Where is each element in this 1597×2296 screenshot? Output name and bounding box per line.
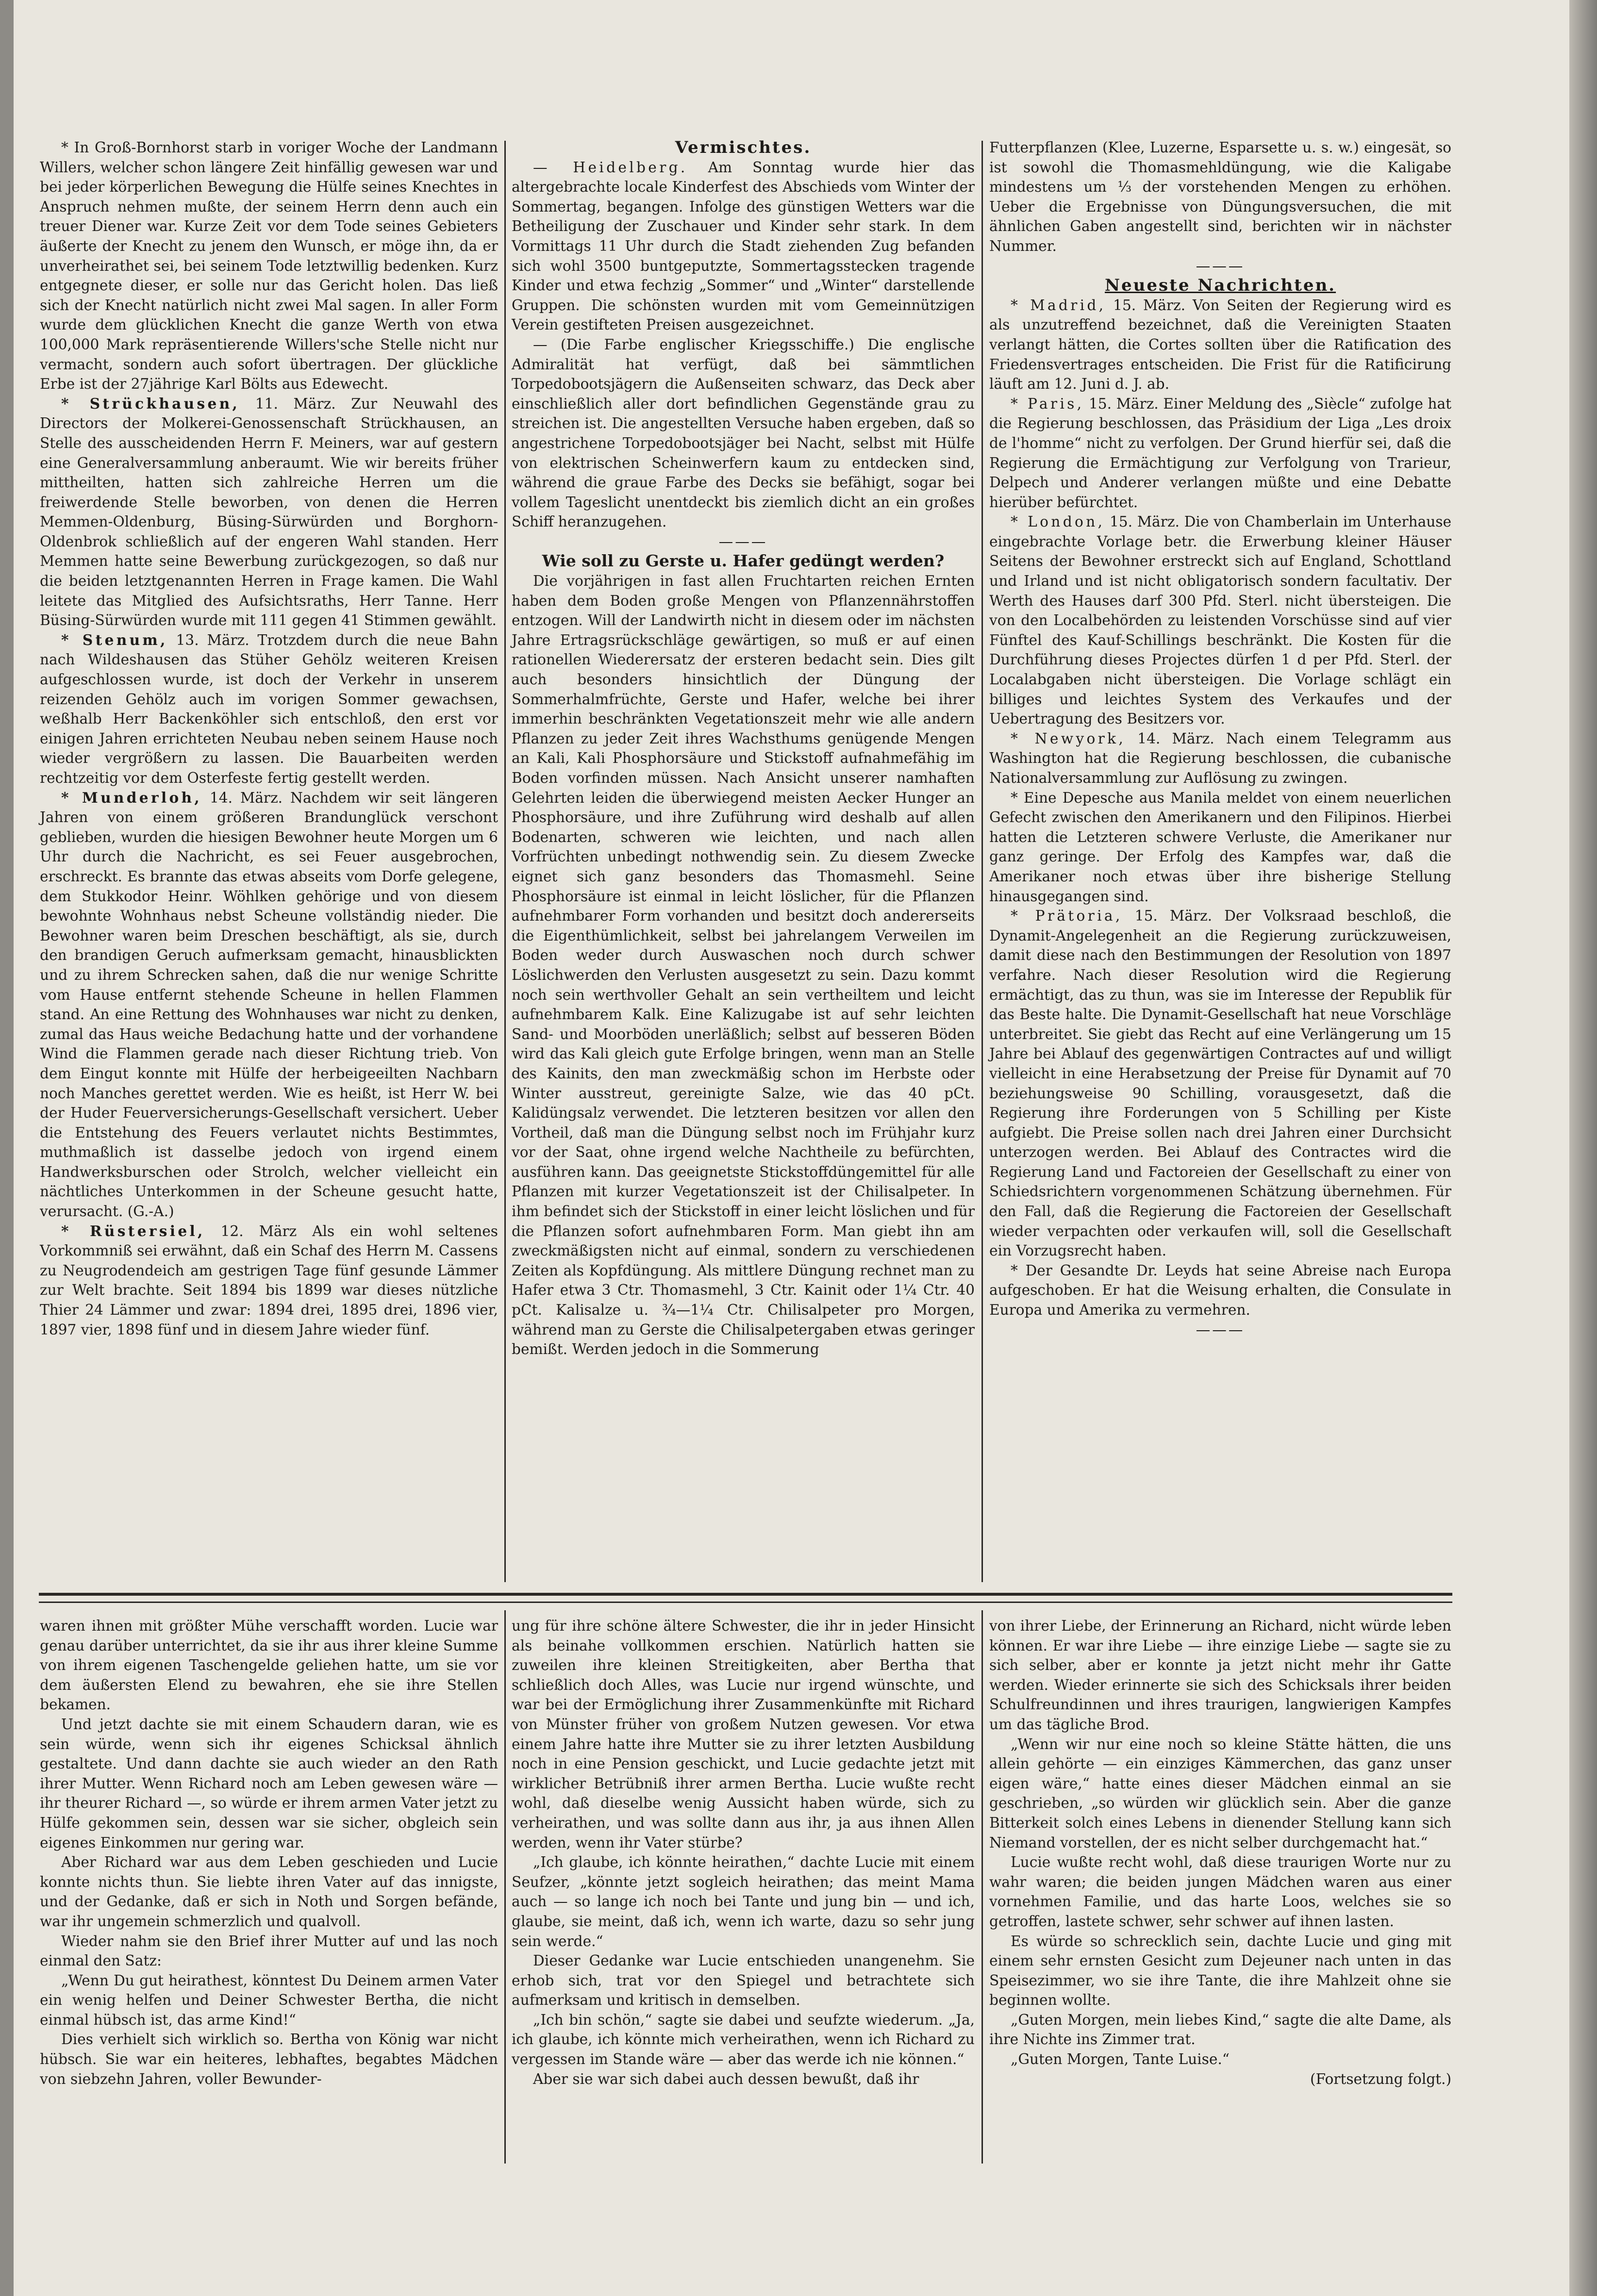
article-text: 11. März. Zur Neuwahl des Directors der Molkerei-Genossenschaft Strückhausen, an Stelle des ausscheidenden Herrn F. Meiners, war auf gestern eine Generalversammlung anberaumt. Wie wir bereits früher mittheilten, hatten sich zahlreiche Herren um die freiwerdende Stelle beworben, von denen die Herren Memmen-Oldenburg, Büsing-Sürwürden und Borghorn-Oldenbrok schließlich auf der engeren Wahl standen. Herr Memmen hatte seine Bewerbung zurückgezogen, so daß nur die beiden letztgenannten Herren in Frage kamen. Die Wahl leitete das Mitglied des Aufsichtsraths, Herr Tanne. Herr Büsing-Sürwürden wurde mit 111 gegen 41 Stimmen gewählt. xyxy=(40,395,499,629)
separator: ——— xyxy=(1196,257,1245,274)
separator: ——— xyxy=(718,533,768,550)
article-leyds: * Der Gesandte Dr. Leyds hat seine Abreise nach Europa aufgeschoben. Er hat die Weisung erhalten, die Consulate in Europa und Amerika zu vermehren. xyxy=(989,1262,1451,1319)
feuilleton-rule-thin xyxy=(39,1602,1452,1603)
article-text: 15. März. Von Seiten der Regierung wird es als unzutreffend bezeichnet, daß die Vereinigten Staaten verlangt hätten, die Cortes sollten über die Ratification des Friedensvertrages entscheiden. Die Frist für die Ratificirung läuft am 12. Juni d. J. ab. xyxy=(989,297,1451,393)
dateline: * Prätoria, xyxy=(1011,908,1123,925)
story-paragraph: waren ihnen mit größter Mühe verschafft worden. Lucie war genau darüber unterrichtet, da sie ihr aus ihrer kleine Summe von ihrem eigenen Taschengelde geliehen hatte, um sie vor dem äußersten Elend zu bewahren, ehe sie ihre Stellen bekamen. xyxy=(40,1618,498,1713)
article-praetoria xyxy=(989,906,1451,1261)
article-duengung-continued: Futterpflanzen (Klee, Luzerne, Esparsette u. s. w.) eingesät, so ist sowohl die Thomasmehldüngung, wie die Kaligabe mindestens um ⅓ der vorstehenden Mengen zu erhöhen. Ueber die Ergebnisse von Düngungsversuchen, die mit ähnlichen Gaben angestellt sind, berichten wir in nächster Nummer. xyxy=(989,139,1451,254)
dateline: — Heidelberg. xyxy=(533,159,688,176)
story-paragraph: „Ich glaube, ich könnte heirathen,“ dachte Lucie mit einem Seufzer, „könnte jetzt sogleich heirathen; das meint Mama auch — so lange ich noch bei Tante und jung bin — und ich, glaube, sie meint, daß ich, wenn ich warte, dazu so sehr jung sein werde.“ xyxy=(512,1854,975,1949)
article-duengung: Die vorjährigen in fast allen Fruchtarten reichen Ernten haben dem Boden große Mengen von Pflanzennährstoffen entzogen. Will der Landwirth nicht in diesem oder im nächsten Jahre Ertragsrückschläge gewärtigen, so muß er auf einen rationellen Wiederersatz der ersteren bedacht sein. Dies gilt auch besonders hinsichtlich der Düngung der Sommerhalmfrüchte, Gerste und Hafer, welche bei ihrer immerhin beschränkten Vegetationszeit mehr wie alle andern Pflanzen zu jeder Zeit ihres Wachsthums genügende Mengen an Kali, Kali Phosphorsäure und Stickstoff aufnahmefähig im Boden vorfinden müssen. Nach Ansicht unserer namhaften Gelehrten leiden die überwiegend meisten Aecker Hunger an Phosphorsäure, und ihre Zuführung wird deshalb auf allen Bodenarten, schweren wie leichten, und nach allen Vorfrüchten unbedingt nothwendig sein. Zu diesem Zwecke eignet sich ganz besonders das Thomasmehl. Seine Phosphorsäure ist einmal in leicht löslicher, für die Pflanzen aufnehmbarer Form vorhanden und besitzt doch andererseits die Eigenthümlichkeit, selbst bei jahrelangem Verweilen im Boden weder durch Auswaschen noch durch schwer Löslichwerden den Verlusten ausgesetzt zu sein. Dazu kommt noch sein werthvoller Gehalt an sein vertheiltem und leicht aufnehmbarem Kalk. Eine Kalizugabe ist auf sehr leichten Sand- und Moorböden unerläßlich; selbst auf besseren Böden wird das Kali gleich gute Erfolge bringen, wenn man an Stelle des Kainits, den man zweckmäßig schon im Herbste oder Winter ausstreut, gereinigte Salze, wie das 40 pCt. Kalidüngsalz verwendet. Die letzteren besitzen vor allen den Vortheil, daß man die Düngung selbst noch im Frühjahr kurz vor der Saat, ohne irgend welche Nachtheile zu befürchten, ausführen kann. Das geeignetste Stickstoffdüngemittel für alle Pflanzen mit kurzer Vegetationszeit ist der Chilisalpeter. In ihm befindet sich der Stickstoff in einer leicht löslichen und für die Pflanzen sofort aufnehmbaren Form. Man giebt ihn am zweckmäßigsten nicht auf einmal, sondern zu verschiedenen Zeiten als Kopfdüngung. Als mittlere Düngung rechnet man zu Hafer etwa 3 Ctr. Thomasmehl, 3 Ctr. Kainit oder 1¼ Ctr. 40 pCt. Kalisalze u. ¾—1¼ Ctr. Chilisalpeter pro Morgen, während man zu Gerste die Chilisalpetergaben etwas geringer bemißt. Werden jedoch in die Sommerung xyxy=(512,573,975,1358)
feuilleton-rule xyxy=(39,1593,1452,1596)
dateline: * Strückhausen, xyxy=(61,395,240,412)
story-paragraph: Aber sie war sich dabei auch dessen bewußt, daß ihr xyxy=(533,2070,919,2087)
article-madrid xyxy=(989,296,1451,394)
article-stenum xyxy=(40,630,498,788)
story-paragraph: Wieder nahm sie den Brief ihrer Mutter auf und las noch einmal den Satz: xyxy=(40,1933,498,1969)
story-paragraph: „Guten Morgen, mein liebes Kind,“ sagte die alte Dame, als ihre Nichte ins Zimmer trat. xyxy=(989,2011,1451,2048)
dateline: * Newyork, xyxy=(1011,730,1126,747)
feuilleton-column-2 xyxy=(512,1616,975,2089)
newspaper-page xyxy=(14,0,1569,2296)
story-paragraph: Aber Richard war aus dem Leben geschieden und Lucie konnte nichts thun. Sie liebte ihren Vater auf das innigste, und der Gedanke, daß er sich in Noth und Sorgen befände, war ihr ungemein schmerzlich und qualvoll. xyxy=(40,1854,498,1930)
article-text: 14. März. Nach einem Telegramm aus Washington hat die Regierung beschlossen, die cubanische Nationalversammlung zur Auflösung zu zwingen. xyxy=(989,730,1451,786)
feuilleton-column-1 xyxy=(40,1616,498,2089)
column-3-latest-news xyxy=(989,138,1451,1339)
story-paragraph: Lucie wußte recht wohl, daß diese traurigen Worte nur zu wahr waren; die beiden jungen Mädchen waren aus einer vornehmen Familie, und das harte Loos, welches sie so getroffen, lastete schwer, sehr schwer auf ihnen lasten. xyxy=(989,1854,1451,1930)
story-paragraph: von ihrer Liebe, der Erinnerung an Richard, nicht würde leben können. Er war ihre Liebe — ihre einzige Liebe — sagte sie zu sich selber, aber er konnte ja jetzt nicht mehr ihr Gatte werden. Wieder erinnerte sie sich des Schicksals ihrer beiden Schulfreundinnen und ihres traurigen, langwierigen Kampfes um das tägliche Brod. xyxy=(989,1618,1451,1733)
column-divider xyxy=(981,1610,983,2164)
article-manila: * Eine Depesche aus Manila meldet von einem neuerlichen Gefecht zwischen den Amerikanern und den Filipinos. Hierbei hatten die Letzteren schwere Verluste, die Amerikaner nur ganz geringe. Der Erfolg des Kampfes war, daß die Amerikaner noch etwas über ihre bisherige Stellung hinausgegangen sind. xyxy=(989,789,1451,905)
story-paragraph: Es würde so schrecklich sein, dachte Lucie und ging mit einem sehr ernsten Gesicht zum Dejeuner nach unten in das Speisezimmer, wo sie ihre Tante, die ihre Mahlzeit ohne sie beginnen wollte. xyxy=(989,1933,1451,2009)
column-1-local-news xyxy=(40,138,498,1339)
article-text: 13. März. Trotzdem durch die neue Bahn nach Wildeshausen das Stüher Gehölz weiteren Kreisen aufgeschlossen wurde, ist doch der Verkehr in unserem reizenden Gehölz auch im vorigen Sommer gewachsen, weßhalb Herr Backenköhler sich entschloß, den erst vor einigen Jahren errichteten Neubau neben seinem Hause noch wieder vergrößern zu lassen. Die Bauarbeiten werden rechtzeitig vor dem Osterfeste fertig gestellt werden. xyxy=(40,631,499,786)
dateline: * Rüstersiel, xyxy=(61,1222,205,1239)
heading-gerste-hafer: Wie soll zu Gerste u. Hafer gedüngt werden? xyxy=(542,551,945,571)
article-text: 15. März. Die von Chamberlain im Unterhause eingebrachte Vorlage betr. die Erwerbung kleiner Häuser Seitens der Bewohner erstreckt sich auf England, Schottland und Irland und ist nicht obligatorisch sondern facultativ. Der Werth des Hauses darf 300 Pfd. Sterl. nicht übersteigen. Die von den Localbehörden zu leistenden Vorschüsse sind auf vier Fünftel des Kauf-Schillings beschränkt. Die Kosten für die Durchführung dieses Projectes dürfen 1 d per Pfd. Sterl. der Localabgaben nicht übersteigen. Die Vorlage schlägt ein billiges und leichtes System des Verkaufes und der Uebertragung des Besitzers vor. xyxy=(989,513,1451,727)
article-text: 14. März. Nachdem wir seit längeren Jahren von einem größeren Brandunglück verschont geblieben, wurden die hiesigen Bewohner heute Morgen um 6 Uhr durch die Nachricht, es sei Feuer ausgebrochen, erschreckt. Es brannte das etwas abseits vom Dorfe gelegene, dem Stukkodor Heinr. Wöhlken gehörige und von diesem bewohnte Wohnhaus nebst Scheune vollständig nieder. Die Bewohner waren beim Dreschen beschäftigt, als sie, durch den brandigen Geruch aufmerksam gemacht, hinausblickten und zu ihrem Schrecken sahen, daß die nur wenige Schritte vom Hause entfernt stehende Scheune in hellen Flammen stand. An eine Rettung des Wohnhauses war nicht zu denken, zumal das Haus weiche Bedachung hatte und der vorhandene Wind die Flammen gerade nach dieser Richtung trieb. Von dem Eingut konnte mit Hülfe der herbeigeeilten Nachbarn noch Manches gerettet werden. Wie es heißt, ist Herr W. bei der Huder Feuerversicherungs-Gesellschaft versichert. Ueber die Entstehung des Feuers verlautet nichts Bestimmtes, muthmaßlich ist dasselbe jedoch von irgend einem Handwerksburschen oder Strolch, welcher vielleicht ein nächtliches Unterkommen in der Scheune gesucht hatte, verursacht. (G.-A.) xyxy=(40,789,498,1220)
article-strueckhausen xyxy=(40,394,498,630)
dateline: * Madrid, xyxy=(1011,297,1106,314)
story-paragraph: Dieser Gedanke war Lucie entschieden unangenehm. Sie erhob sich, trat vor den Spiegel und betrachtete sich aufmerksam und kritisch in demselben. xyxy=(512,1952,975,2009)
dateline: * London, xyxy=(1011,513,1105,530)
article-text: 15. März. Einer Meldung des „Siècle“ zufolge hat die Regierung beschlossen, das Präsidium der Liga „Les droix de l'homme“ nicht zu verfolgen. Der Grund hierfür sei, daß die Regierung die Ermächtigung zur Verfolgung von Trarieur, Delpech und Anderer verlangen müßte und eine Debatte hierüber befürchtet. xyxy=(989,395,1451,511)
story-paragraph: „Wenn wir nur eine noch so kleine Stätte hätten, die uns allein gehörte — ein einziges Kämmerchen, das ganz unser eigen wäre,“ hatte eines dieser Mädchen einmal an sie geschrieben, „so würden wir glücklich sein. Aber die ganze Bitterkeit solch eines Lebens in dienender Stellung kann sich Niemand vorstellen, der es nicht selber durchgemacht hat.“ xyxy=(989,1735,1451,1851)
article-englische-kriegsschiffe: — (Die Farbe englischer Kriegsschiffe.) Die englische Admiralität hat verfügt, daß bei sämmtlichen Torpedobootsjägern die Außenseiten schwarz, das Deck aber einschließlich aller dort befindlichen Gegenstände grau zu streichen ist. Die angestellten Versuche haben ergeben, daß so angestrichene Torpedobootsjäger bei Nacht, selbst mit Hülfe von elektrischen Scheinwerfern kaum zu entdecken sind, während die graue Farbe des Decks sie befähigt, sogar bei vollem Tageslicht unentdeckt bis ziemlich dicht an ein großes Schiff heranzugehen. xyxy=(512,336,975,530)
column-divider xyxy=(504,1610,506,2164)
feuilleton-column-3 xyxy=(989,1616,1451,2089)
article-newyork xyxy=(989,729,1451,788)
article-munderloh xyxy=(40,788,498,1222)
story-paragraph: „Guten Morgen, Tante Luise.“ xyxy=(1011,2051,1230,2068)
separator: ——— xyxy=(1196,1321,1245,1338)
column-divider xyxy=(981,141,983,1582)
dateline: * Paris, xyxy=(1011,395,1084,412)
dateline: * Munderloh, xyxy=(61,789,202,806)
column-divider xyxy=(504,141,506,1582)
column-2-miscellaneous xyxy=(512,138,975,1359)
article-london xyxy=(989,512,1451,729)
story-paragraph: Und jetzt dachte sie mit einem Schaudern daran, wie es sein würde, wenn sich ihr eigenes Schicksal ähnlich gestaltete. Und dann dachte sie auch wieder an den Rath ihrer Mutter. Wenn Richard noch am Leben gewesen wäre — ihr theurer Richard —, so würde er ihrem armen Vater jetzt zu Hülfe gekommen sein, dessen war sie sicher, obgleich sein eigenes Einkommen nur gering war. xyxy=(40,1716,498,1851)
section-heading-neueste-nachrichten: Neueste Nachrichten. xyxy=(1104,276,1336,296)
story-paragraph: Dies verhielt sich wirklich so. Bertha von König war nicht hübsch. Sie war ein heiteres, lebhaftes, begabtes Mädchen von siebzehn Jahren, voller Bewunder- xyxy=(40,2031,498,2087)
section-heading-vermischtes: Vermischtes. xyxy=(675,138,812,157)
article-gross-bornhorst: * In Groß-Bornhorst starb in voriger Woche der Landmann Willers, welcher schon längere Zeit hinfällig gewesen war und bei jeder körperlichen Bewegung die Hülfe seines Knechtes in Anspruch nehmen mußte, der seinem Herrn denn auch ein treuer Diener war. Kurze Zeit vor dem Tode seines Gebieters äußerte der Knecht zu jenem den Wunsch, er möge ihn, da er unverheirathet sei, bei seinem Tode letztwillig bedenken. Kurz entgegnete dieser, er solle nur das Gericht holen. Das ließ sich der Knecht natürlich nicht zwei Mal sagen. In aller Form wurde dem glücklichen Knecht die ganze Werth von etwa 100,000 Mark repräsentierende Willers'sche Stelle nicht nur vermacht, sondern auch sofort übertragen. Der glückliche Erbe ist der 27jährige Karl Bölts aus Edewecht. xyxy=(40,139,498,393)
article-text: 12. März Als ein wohl seltenes Vorkommniß sei erwähnt, daß ein Schaf des Herrn M. Cassens zu Neugrodendeich am gestrigen Tage fünf gesunde Lämmer zur Welt brachte. Seit 1894 bis 1899 war dieses nützliche Thier 24 Lämmer und zwar: 1894 drei, 1895 drei, 1896 vier, 1897 vier, 1898 fünf und in diesem Jahre wieder fünf. xyxy=(40,1222,498,1338)
article-heidelberg xyxy=(512,158,975,335)
article-paris xyxy=(989,394,1451,512)
to-be-continued: (Fortsetzung folgt.) xyxy=(1310,2070,1451,2087)
article-ruestersiel xyxy=(40,1222,498,1340)
story-paragraph: ung für ihre schöne ältere Schwester, die ihr in jeder Hinsicht als beinahe vollkommen erschien. Natürlich hatten sie zuweilen ihre kleinen Streitigkeiten, aber Bertha that schließlich doch Alles, was Lucie nur irgend wünschte, und war bei der Ermöglichung ihrer Zusammenkünfte mit Richard von Münster früher von großem Nutzen gewesen. Vor etwa einem Jahre hatte ihre Mutter sie zu ihrer letzten Ausbildung noch in eine Pension geschickt, und Lucie gedachte jetzt mit wirklicher Betrübniß ihrer armen Bertha. Lucie wußte recht wohl, daß dieselbe wenig Aussicht haben würde, sich zu verheirathen, und was sollte dann aus ihr, ja aus ihnen Allen werden, wenn ihr Vater stürbe? xyxy=(512,1618,975,1851)
article-text: 15. März. Der Volksraad beschloß, die Dynamit-Angelegenheit an die Regierung zurückzuweisen, damit diese nach den Bestimmungen der Resolution von 1897 verfahre. Nach dieser Resolution wird die Regierung ermächtigt, das zu thun, was sie im Interesse der Republik für das Beste halte. Die Dynamit-Gesellschaft hat neue Vorschläge unterbreitet. Sie giebt das Recht auf eine Verlängerung um 15 Jahre bei Ablauf des gegenwärtigen Contractes auf und willigt vielleicht in eine Herabsetzung der Preise für Dynamit auf 70 beziehungsweise 90 Schilling, vorausgesetzt, daß die Regierung ihre Forderungen von 5 Schilling per Kiste aufgiebt. Die Preise sollen nach drei Jahren einer Durchsicht unterzogen werden. Bei Ablauf des Contractes wird die Regierung Land und Factoreien der Gesellschaft zu einer von Schiedsrichtern vorgenommenen Schätzung übernehmen. Für den Fall, daß die Regierung die Factoreien der Gesellschaft wieder verpachten oder verkaufen will, soll die Gesellschaft ein Vorzugsrecht haben. xyxy=(989,908,1451,1259)
story-quote: „Wenn Du gut heirathest, könntest Du Deinem armen Vater ein wenig helfen und Deiner Schwester Bertha, die nicht einmal hübsch ist, das arme Kind!“ xyxy=(40,1972,498,2028)
page-edge xyxy=(1569,0,1597,2296)
article-text: Am Sonntag wurde hier das altergebrachte locale Kinderfest des Abschieds vom Winter der Sommertag, begangen. Infolge des günstigen Wetters war die Betheiligung der Zuschauer und Kinder sehr stark. In dem Vormittags 11 Uhr durch die Stadt ziehenden Zug befanden sich wohl 3500 buntgeputzte, Sommertagsstecken tragende Kinder und etwa fechzig „Sommer“ und „Winter“ darstellende Gruppen. Die schönsten wurden mit vom Gemeinnützigen Verein gestifteten Preisen ausgezeichnet. xyxy=(512,159,975,333)
dateline: * Stenum, xyxy=(61,631,168,648)
story-paragraph: „Ich bin schön,“ sagte sie dabei und seufzte wiederum. „Ja, ich glaube, ich könnte mich verheirathen, wenn ich Richard zu vergessen im Stande wäre — aber das werde ich nie können.“ xyxy=(512,2011,975,2068)
